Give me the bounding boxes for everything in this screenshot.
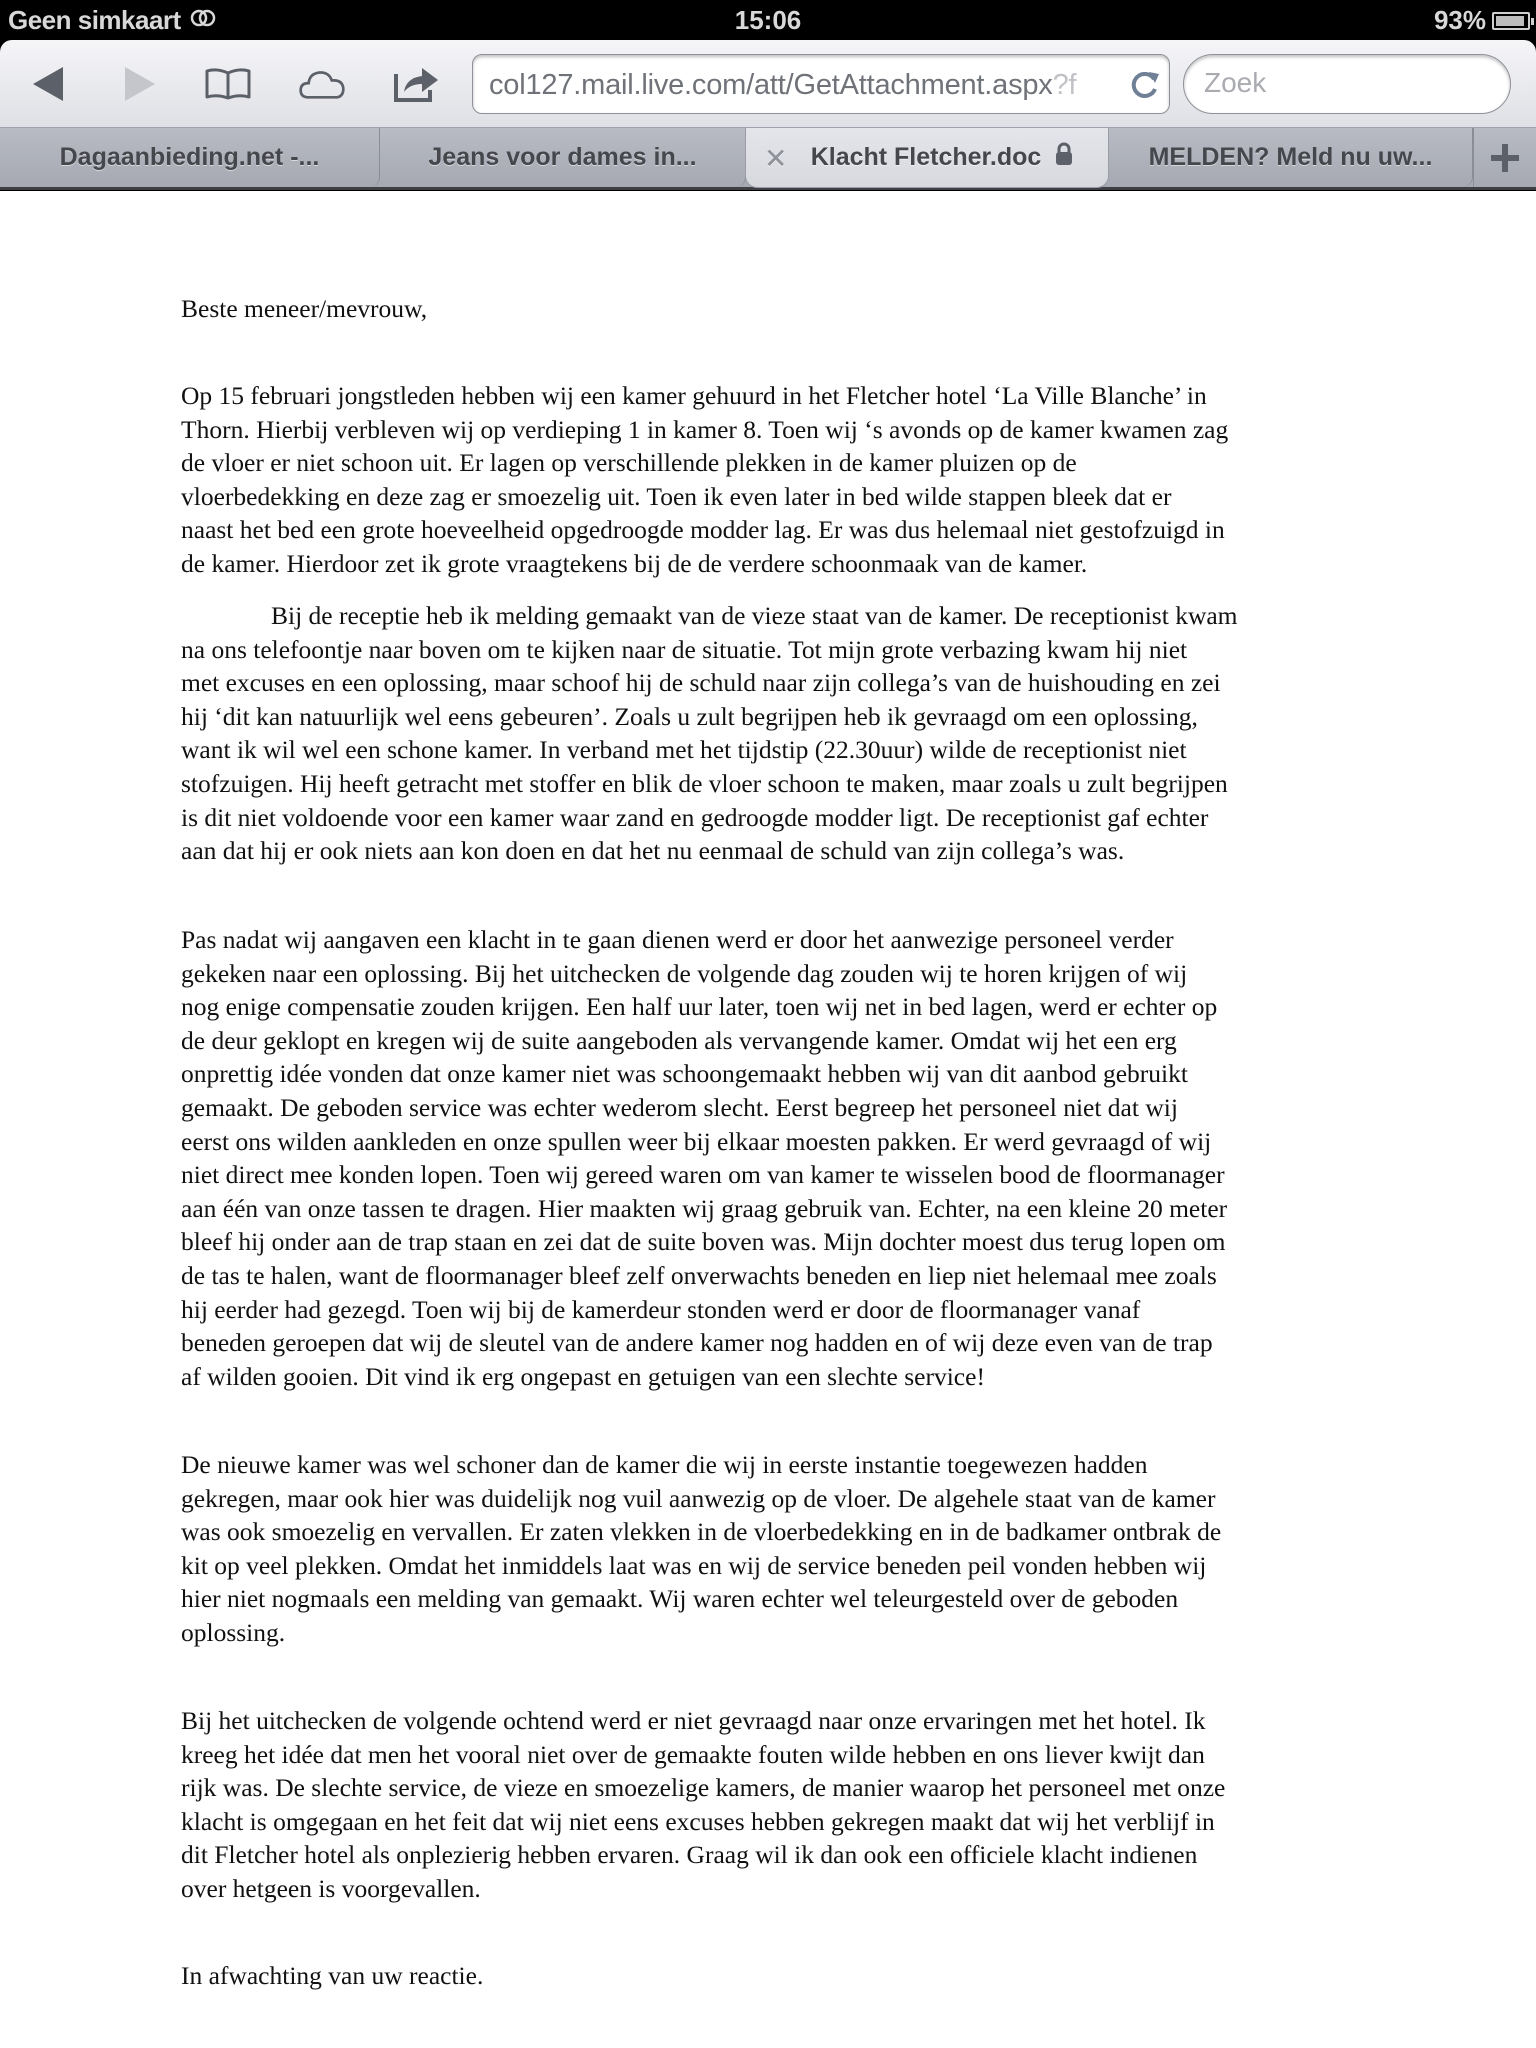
tab-klacht-fletcher[interactable] — [745, 128, 1109, 188]
status-bar — [0, 0, 1536, 40]
paragraph-1: Op 15 februari jongstleden hebben wij een kamer gehuurd in het Fletcher hotel ‘La Ville Blanche’ in Thorn. Hierbij verbleven wij op verdieping 1 in kamer 8. Toen wij ‘s avonds op de kamer kwamen zag de vloer er niet schoon uit. Er lagen op verschillende plekken in de kamer pluizen op de vloerbedekking en deze zag er smoezelig uit. Toen ik even later in bed wilde stappen bleek dat er naast het bed een grote hoeveelheid opgedroogde modder lag. Er was dus helemaal niet gestofzuigd in de kamer. Hierdoor zet ik grote vraagtekens bij de de verdere schoonmaak van de kamer. — [181, 381, 1229, 578]
carrier-label: Geen simkaart — [8, 5, 181, 35]
sync-icon — [189, 5, 217, 36]
tab-melden[interactable] — [1109, 128, 1473, 187]
url-text[interactable]: col127.mail.live.com/att/GetAttachment.aspx?f — [489, 69, 1077, 101]
close-icon[interactable]: ✕ — [764, 143, 788, 174]
battery-percent: 93% — [1433, 5, 1486, 35]
letter — [0, 191, 1536, 2048]
share-icon[interactable] — [392, 60, 440, 108]
tab-label: Dagaanbieding.net -... — [59, 143, 320, 171]
carrier — [8, 5, 217, 36]
cloud-icon[interactable] — [298, 60, 346, 108]
paragraph-2: Bij de receptie heb ik melding gemaakt van de vieze staat van de kamer. De receptionist kwam na ons telefoontje naar boven om te kijken naar de situatie. Tot mijn grote verbazing kwam hij niet met excuses en een oplossing, maar schoof hij de schuld naar zijn collega’s van de huishouding en zei hij ‘dit kan natuurlijk wel eens gebeuren’. Zoals u zult begrijpen heb ik gevraagd om een oplossing, want ik wil wel een schone kamer. In verband met het tijdstip (22.30uur) wilde de receptionist niet stofzuigen. Hij heeft getracht met stoffer en blik de vloer schoon te maken, maar zoals u zult begrijpen is dit niet voldoende voor een kamer waar zand en gedroogde modder ligt. De receptionist gaf echter aan dat hij er ook niets aan kon doen en dat het nu eenmaal de schuld van zijn collega’s was. — [181, 601, 1238, 866]
book-icon[interactable] — [204, 60, 252, 108]
forward-arrow-icon[interactable] — [116, 60, 164, 108]
battery-status — [1434, 5, 1530, 36]
search-field[interactable] — [1183, 54, 1511, 114]
browser-toolbar — [0, 40, 1536, 128]
back-arrow-icon[interactable] — [24, 60, 72, 108]
salutation: Beste meneer/mevrouw, — [181, 294, 428, 323]
url-field[interactable] — [472, 54, 1170, 114]
clock: 15:06 — [734, 5, 802, 35]
tab-jeans[interactable] — [380, 128, 746, 187]
tab-dagaanbieding[interactable] — [0, 128, 380, 187]
paragraph-5: Bij het uitchecken de volgende ochtend werd er niet gevraagd naar onze ervaringen met het hotel. Ik kreeg het idée dat men het vooral niet over de gemaakte fouten wilde hebben en ons liever kwijt dan rijk was. De slechte service, de vieze en smoezelige kamers, de manier waarop het personeel met onze klacht is omgegaan en het feit dat wij niet eens excuses hebben gekregen maakt dat wij het verblijf in dit Fletcher hotel als onplezierig hebben ervaren. Graag wil ik dan ook een officiele klacht indienen over hetgeen is voorgevallen. — [181, 1706, 1226, 1903]
paragraph-3: Pas nadat wij aangaven een klacht in te gaan dienen werd er door het aanwezige personeel verder gekeken naar een oplossing. Bij het uitchecken de volgende dag zouden wij te horen krijgen of wij nog enige compensatie zouden krijgen. Een half uur later, toen wij net in bed lagen, werd er echter op de deur geklopt en kregen wij de suite aangeboden als vervangende kamer. Omdat wij het een erg onprettig idée vonden dat onze kamer niet was schoongemaakt hebben wij van dit aanbod gebruikt gemaakt. De geboden service was echter wederom slecht. Eerst begreep het personeel niet dat wij eerst ons wilden aankleden en onze spullen weer bij elkaar moesten pakken. Er werd gevraagd of wij niet direct mee konden lopen. Toen wij gereed waren om van kamer te wisselen bood de floormanager aan één van onze tassen te dragen. Hier maakten wij graag gebruik van. Echter, na een kleine 20 meter bleef hij onder aan de trap staan en zei dat de suite boven was. Mijn dochter moest dus terug lopen om de tas te halen, want de floormanager bleef zelf onverwachts beneden en liep niet helemaal mee zoals hij eerder had gezegd. Toen wij bij de kamerdeur stonden werd er door de floormanager vanaf beneden geroepen dat wij de sleutel van de andere kamer nog hadden en of wij deze even van de trap af wilden gooien. Dit vind ik erg ongepast en getuigen van een slechte service! — [181, 925, 1228, 1391]
reload-icon[interactable] — [1129, 69, 1161, 101]
document-viewer[interactable] — [0, 191, 1536, 2048]
tab-label: Jeans voor dames in... — [428, 143, 697, 171]
tab-label: Klacht Fletcher.doc — [810, 143, 1042, 171]
new-tab-button[interactable] — [1473, 128, 1536, 187]
lock-icon — [1055, 142, 1073, 173]
paragraph-4: De nieuwe kamer was wel schoner dan de kamer die wij in eerste instantie toegewezen hadden gekregen, maar ook hier was duidelijk nog vuil aanwezig op de vloer. De algehele staat van de kamer was ook smoezelig en vervallen. Er zaten vlekken in de vloerbedekking en in de badkamer ontbrak de kit op veel plekken. Omdat het inmiddels laat was en wij de service beneden peil vonden hebben wij hier niet nogmaals een melding van gemaakt. Wij waren echter wel teleurgesteld over de geboden oplossing. — [181, 1450, 1222, 1647]
tab-label: MELDEN? Meld nu uw... — [1148, 143, 1433, 171]
closing: In afwachting van uw reactie. — [181, 1961, 484, 1990]
tab-bar — [0, 128, 1536, 190]
battery-icon — [1492, 12, 1530, 30]
search-input[interactable] — [1204, 67, 1494, 99]
plus-icon — [1490, 143, 1520, 173]
